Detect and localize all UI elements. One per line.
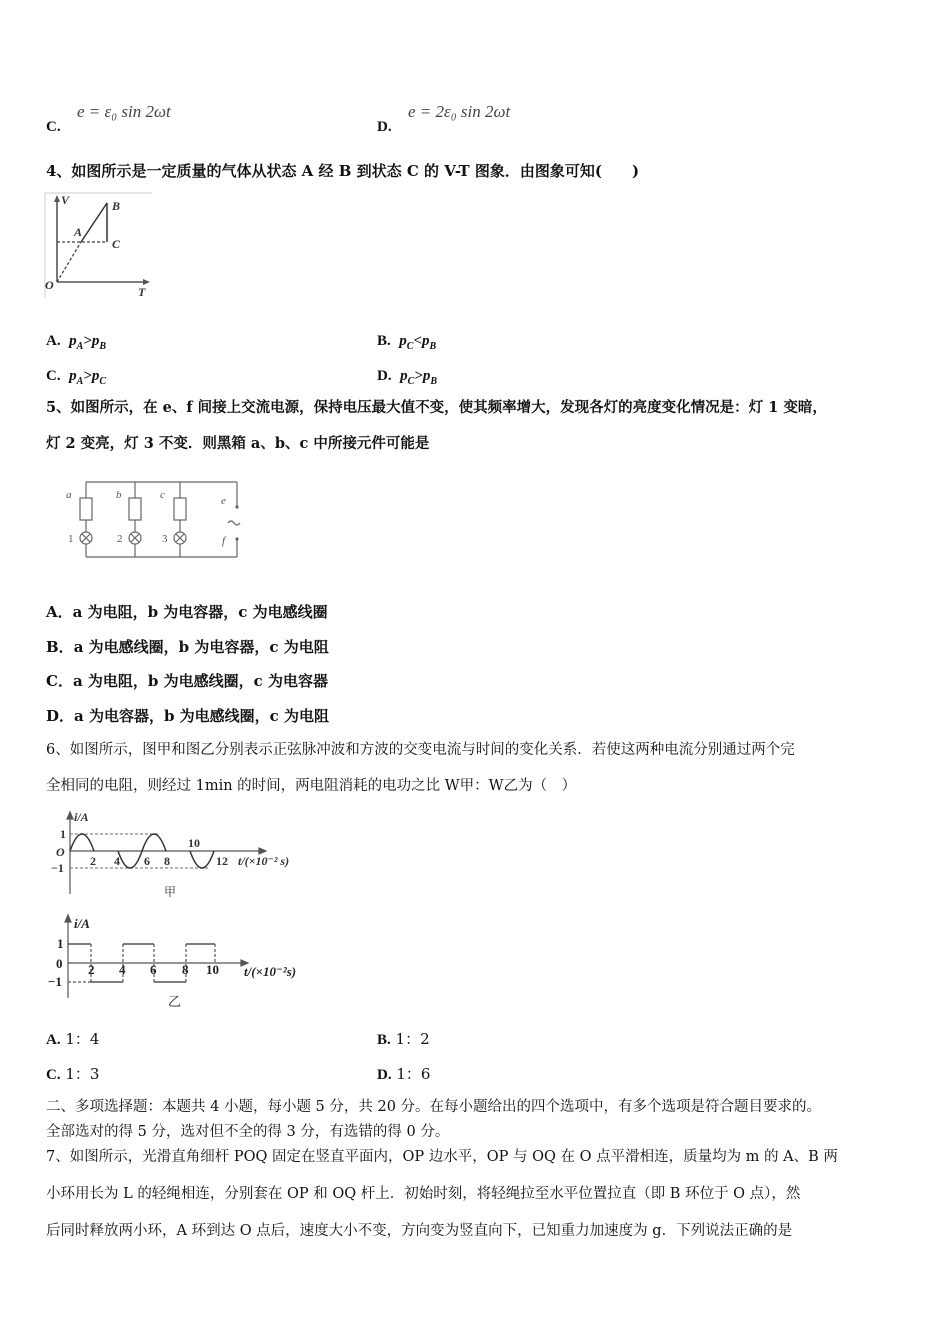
section2-heading-line2: 全部选对的得 5 分，选对但不全的得 3 分，有选错的得 0 分。 [46,1124,450,1140]
q4-option-b [377,330,436,357]
svg-text:8: 8 [182,962,189,977]
q5-option-a [46,602,328,622]
q4-option-c [46,365,106,392]
option-label: D. [377,119,392,135]
q6-fig-jia [48,810,328,902]
q4-stem: 4、如图所示是一定质量的气体从状态 A 经 B 到状态 C 的 V-T 图象．由图象可知( ) [46,162,640,180]
svg-text:1: 1 [57,936,64,951]
q5-stem-line1: 5、如图所示，在 e、f 间接上交流电源，保持电压最大值不变，使其频率增大，发现各灯的亮度变化情况是：灯 1 变暗， [46,399,827,416]
option-text: a 为电阻，b 为电感线圈，c 为电容器 [72,672,328,690]
section2-heading-line1: 二、多项选择题：本题共 4 小题，每小题 5 分，共 20 分。在每小题给出的四个选项中，有多个选项是符合题目要求的。 [46,1099,822,1115]
svg-text:T: T [138,285,146,298]
option-text: $p_C<p_B$ [395,333,437,352]
svg-text:0: 0 [56,956,63,971]
q7-stem-line1: 7、如图所示，光滑直角细杆 POQ 固定在竖直平面内，OP 边水平，OP 与 OQ 在 O 点平滑相连，质量均为 m 的 A、B 两 [46,1149,838,1165]
svg-text:e: e [221,495,226,507]
option-label: C． [46,672,73,690]
q3-option-c [46,116,61,137]
svg-text:10: 10 [188,836,200,850]
svg-text:乙: 乙 [168,994,182,1008]
q5-circuit-diagram [46,468,256,570]
option-text: a 为电阻，b 为电容器，c 为电感线圈 [72,603,328,621]
q7-stem-line3: 后同时释放两小环，A 环到达 O 点后，速度大小不变，方向变为竖直向下，已知重力加速度为 g．下列说法正确的是 [46,1223,793,1239]
q4-option-a [46,330,106,357]
svg-text:O: O [45,278,54,292]
q6-stem-line2: 全相同的电阻，则经过 1min 的时间，两电阻消耗的电功之比 W甲：W乙为（ ） [46,778,577,794]
q6-fig-yi [48,912,328,1008]
option-text: $p_C>p_B$ [396,368,438,387]
svg-text:3: 3 [162,533,168,545]
q3-option-c-formula: e = ε₀ sin 2ωt [77,102,171,121]
option-label: C. [46,368,61,384]
svg-text:b: b [116,489,122,501]
svg-text:−1: −1 [48,974,62,989]
svg-text:B: B [112,199,121,213]
svg-text:2: 2 [90,854,96,868]
svg-text:O: O [56,845,65,859]
option-label: C. [46,119,61,135]
svg-text:8: 8 [164,854,170,868]
q6-option-a [46,1029,99,1050]
option-label: B. [377,333,391,349]
q3-option-d-formula: e = 2ε₀ sin 2ωt [408,102,511,121]
option-label: D. [377,368,392,384]
option-label: B. [377,1032,391,1048]
option-label: C. [46,1067,61,1083]
svg-text:i/A: i/A [74,810,89,824]
q5-option-c [46,671,328,691]
option-label: A. [46,1032,61,1048]
option-label: A． [46,603,73,621]
option-text: 1：4 [65,1030,100,1048]
svg-text:4: 4 [114,854,120,868]
q6-option-b [377,1029,430,1050]
option-text: 1：3 [65,1065,100,1083]
svg-text:4: 4 [119,962,126,977]
svg-text:A: A [74,225,83,239]
svg-text:1: 1 [60,827,66,841]
q5-stem-line2: 灯 2 变亮，灯 3 不变．则黑箱 a、b、c 中所接元件可能是 [46,435,430,452]
option-text: $p_A>p_B$ [65,333,107,352]
svg-text:i/A: i/A [74,916,90,931]
svg-text:C: C [112,237,121,251]
option-label: B． [46,638,74,656]
svg-text:甲: 甲 [164,885,177,899]
q7-stem-line2: 小环用长为 L 的轻绳相连，分别套在 OP 和 OQ 杆上．初始时刻，将轻绳拉至水平位置拉直（即 B 环位于 O 点），然 [46,1186,801,1202]
option-text: 1：6 [396,1065,431,1083]
q5-option-b [46,637,329,657]
option-text: a 为电容器，b 为电感线圈，c 为电阻 [74,707,330,725]
q4-option-d [377,365,437,392]
svg-text:12: 12 [216,854,228,868]
svg-text:t/(×10⁻² s): t/(×10⁻² s) [238,854,290,868]
svg-text:V: V [61,193,70,207]
option-text: a 为电感线圈，b 为电容器，c 为电阻 [73,638,329,656]
option-label: D. [377,1067,392,1083]
option-text: 1：2 [395,1030,430,1048]
q3-option-d [377,116,392,137]
q6-option-d [377,1064,430,1085]
svg-text:2: 2 [88,962,95,977]
svg-text:−1: −1 [51,861,64,875]
q5-option-d [46,706,329,726]
q4-vt-diagram [44,192,154,298]
svg-text:6: 6 [144,854,150,868]
q6-stem-line1: 6、如图所示，图甲和图乙分别表示正弦脉冲波和方波的交变电流与时间的变化关系．若使这两种电流分别通过两个完 [46,742,795,758]
option-text: $p_A>p_C$ [65,368,107,387]
svg-text:1: 1 [68,533,74,545]
svg-text:a: a [66,489,72,501]
option-label: A. [46,333,61,349]
q6-option-c [46,1064,99,1085]
svg-text:6: 6 [150,962,157,977]
svg-text:f: f [222,535,226,547]
svg-text:2: 2 [117,533,123,545]
svg-text:c: c [160,489,165,501]
svg-text:t/(×10⁻²s): t/(×10⁻²s) [244,964,297,979]
option-label: D． [46,707,75,725]
svg-text:10: 10 [206,962,219,977]
